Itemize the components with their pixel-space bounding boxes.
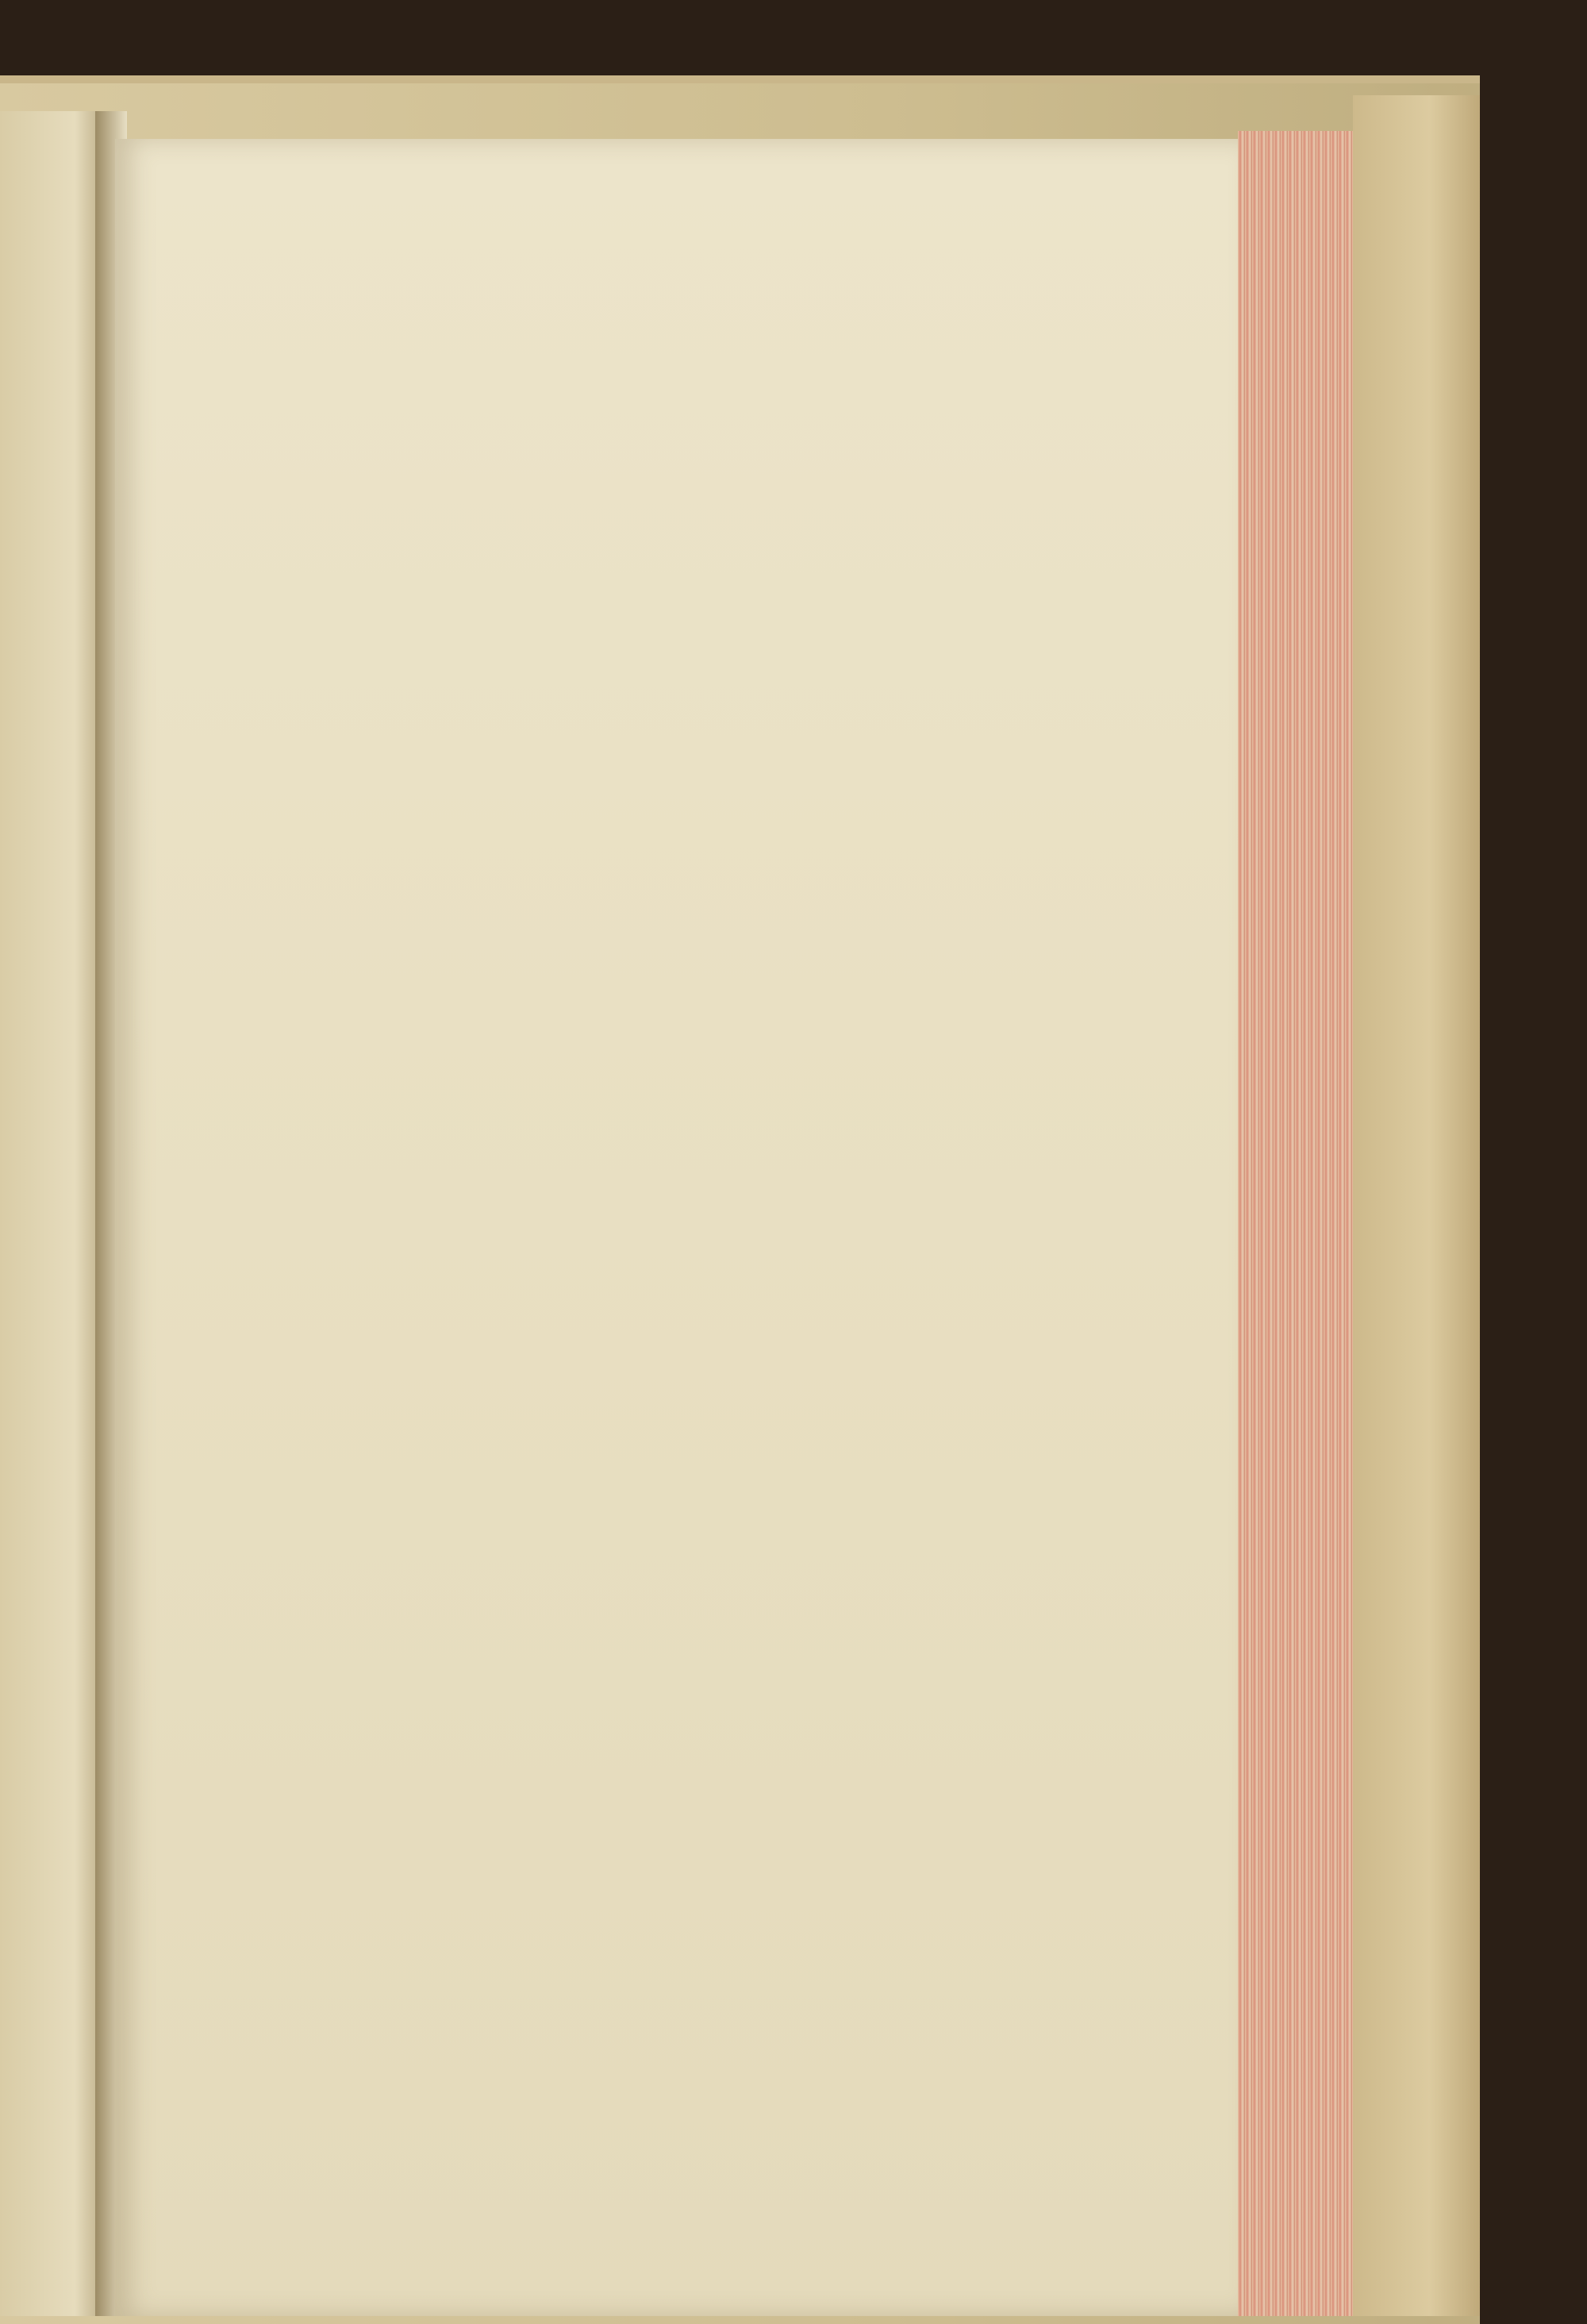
left-page-fragment bbox=[0, 111, 107, 2316]
page-edges bbox=[1238, 131, 1357, 2316]
right-page bbox=[115, 139, 1238, 2316]
cover-edge bbox=[1353, 95, 1480, 2316]
